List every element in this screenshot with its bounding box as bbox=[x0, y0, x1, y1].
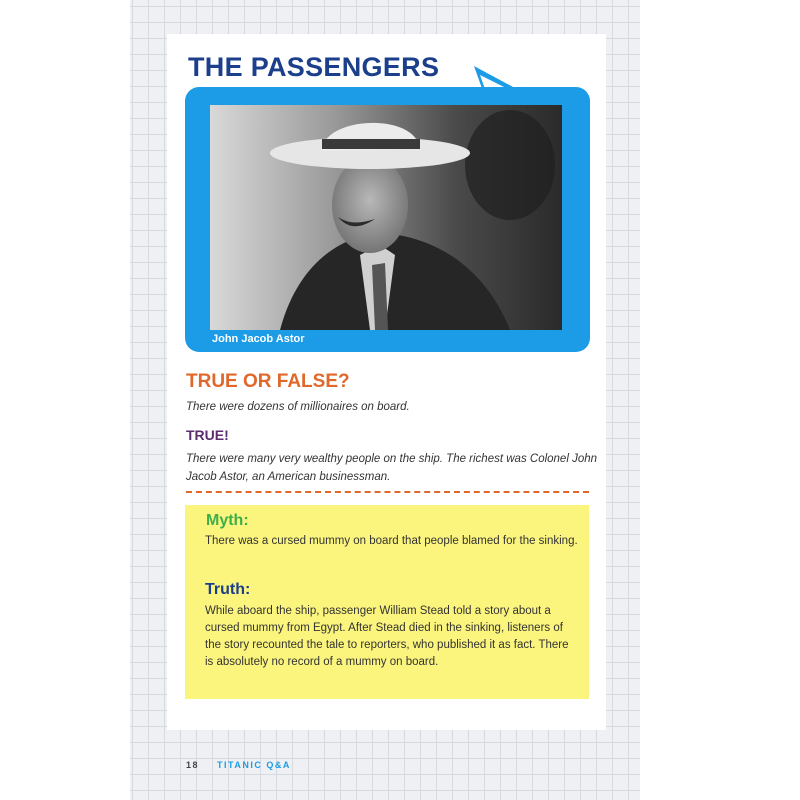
quiz-answer: TRUE! bbox=[186, 427, 229, 443]
page-title: THE PASSENGERS bbox=[188, 52, 440, 82]
myth-heading: Myth: bbox=[206, 512, 249, 529]
myth-text: There was a cursed mummy on board that people blamed for the sinking. bbox=[205, 535, 578, 547]
astor-photo bbox=[210, 105, 562, 330]
book-title: TITANIC Q&A bbox=[217, 760, 291, 770]
truth-heading: Truth: bbox=[205, 581, 251, 598]
page-number: 18 bbox=[186, 760, 200, 770]
quiz-question: There were dozens of millionaires on board. bbox=[186, 401, 410, 413]
quiz-explanation: There were many very wealthy people on the ship. The richest was Colonel John Jacob Astor, an American businessman. bbox=[186, 453, 598, 483]
truth-text: While aboard the ship, passenger William Stead told a story about a cursed mummy from Egypt. After Stead died in the sinking, listeners of the story recounted the tale to reporters, who published it as fact. There is absolutely no record of a mummy on board. bbox=[205, 605, 569, 668]
page-footer bbox=[186, 760, 291, 770]
dashed-divider bbox=[186, 491, 589, 493]
true-or-false-heading: TRUE OR FALSE? bbox=[186, 371, 350, 392]
photo-caption: John Jacob Astor bbox=[212, 333, 305, 345]
